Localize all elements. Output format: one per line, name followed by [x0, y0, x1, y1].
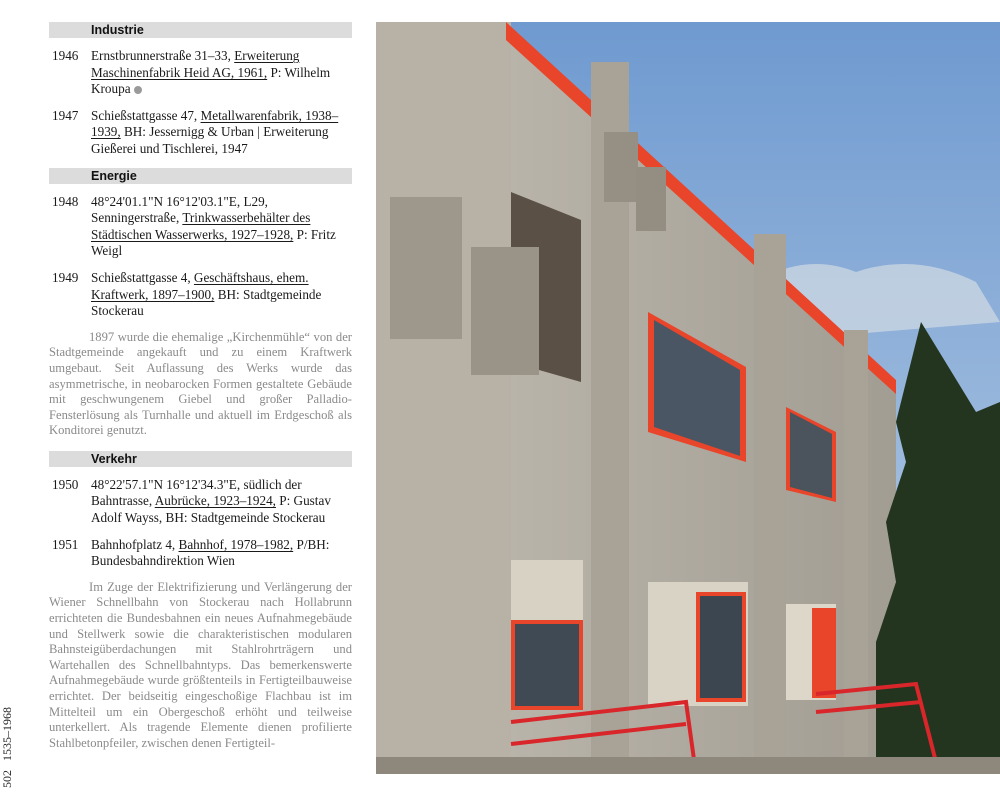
- entry-address: Ernstbrunnerstraße 31–33,: [91, 48, 235, 63]
- page-number: 502: [0, 770, 14, 788]
- entry-number: 1948: [52, 193, 79, 209]
- entry-1951: [49, 537, 352, 570]
- entry-number: 1951: [52, 536, 79, 552]
- entry-building-link[interactable]: Metallwarenfabrik, 1938–1939,: [91, 107, 339, 140]
- text-column: [49, 18, 352, 763]
- entry-description: Im Zuge der Elektrifizierung und Verlängerung der Wiener Schnellbahn von Stockerau nach Hollabrunn errichteten die Bundesbahnen ein neues Aufnahmegebäude und Stellwerk sowie die charakteristischen modularen Bahnsteigüberdachungen mit Stahlrohrträgern und Wartehallen des Schnellbahntyps. Das bemerkenswerte Aufnahmegebäude wurde größtenteils in Fertigteilbauweise errichtet. Der beidseitig eingeschoßige Flachbau ist im Mittelteil um ein Obergeschoß erhöht und teilweise unterkellert. Als tragende Elemente dienen profilierte Stahlbetonpfeiler, zwischen denen Fertigteil-: [49, 579, 352, 750]
- entry-number: 1946: [52, 48, 79, 63]
- section-heading-industrie: Industrie: [49, 22, 352, 38]
- entry-address: Schießstattgasse 47,: [91, 107, 201, 123]
- entry-1947: [49, 108, 352, 158]
- entry-address: Bahnhofplatz 4,: [91, 536, 179, 552]
- entry-number: 1950: [52, 476, 79, 492]
- margin-label: [0, 690, 18, 790]
- ground: [376, 757, 1000, 774]
- entry-credits: P: Fritz Weigl: [91, 226, 336, 259]
- entry-1949: [49, 270, 352, 320]
- entry-building-link[interactable]: Aubrücke, 1923–1924,: [154, 493, 276, 509]
- entry-building-link[interactable]: Bahnhof, 1978–1982,: [178, 536, 294, 552]
- entry-building-link[interactable]: Erweiterung Maschinenfabrik Heid AG, 1961,: [91, 48, 300, 80]
- entry-1950: [49, 477, 352, 527]
- section-heading-verkehr: Verkehr: [49, 451, 352, 467]
- entry-number: 1947: [52, 107, 79, 123]
- entry-number: 1949: [52, 269, 79, 285]
- entry-credits: P/BH: Bundesbahndirektion Wien: [91, 536, 330, 569]
- entry-credits: BH: Jessernigg & Urban | Erweiterung Gießerei und Tischlerei, 1947: [91, 124, 329, 156]
- entry-description: 1897 wurde die ehemalige „Kirchenmühle“ von der Stadtgemeinde angekauft und zu einem Kraftwerk umgebaut. Seit Auflassung des Werks wurde das asymmetrische, in neobarocken Formen gestaltete Gebäude mit geschwungenem Giebel und großer Palladio-Fensterlösung als Turnhalle und aktuell im Erdgeschoß als Konditorei genutzt.: [49, 329, 352, 438]
- demolished-dot-icon: [134, 86, 142, 94]
- entry-building-link[interactable]: Geschäftshaus, ehem. Kraftwerk, 1897–1900,: [91, 269, 309, 302]
- entry-credits: P: Gustav Adolf Wayss, BH: Stadtgemeinde Stockerau: [91, 493, 331, 526]
- entry-credits: P: Wilhelm Kroupa: [91, 64, 331, 97]
- building-photo: [376, 22, 1000, 774]
- entry-address: Schießstattgasse 4,: [91, 269, 194, 285]
- entry-credits: BH: Stadtgemeinde Stockerau: [91, 286, 322, 319]
- entry-address: 48°24'01.1"N 16°12'03.1"E, L29, Senningerstraße,: [91, 193, 268, 226]
- entry-1946: [49, 48, 352, 98]
- entry-address: 48°22'57.1"N 16°12'34.3"E, südlich der Bahntrasse,: [91, 476, 302, 509]
- entry-1948: [49, 194, 352, 260]
- section-heading-energie: Energie: [49, 168, 352, 184]
- side-wall: [376, 22, 511, 774]
- year-range: 1535–1968: [0, 707, 14, 761]
- entry-building-link[interactable]: Trinkwasserbehälter des Städtischen Wasserwerks, 1927–1928,: [91, 210, 311, 242]
